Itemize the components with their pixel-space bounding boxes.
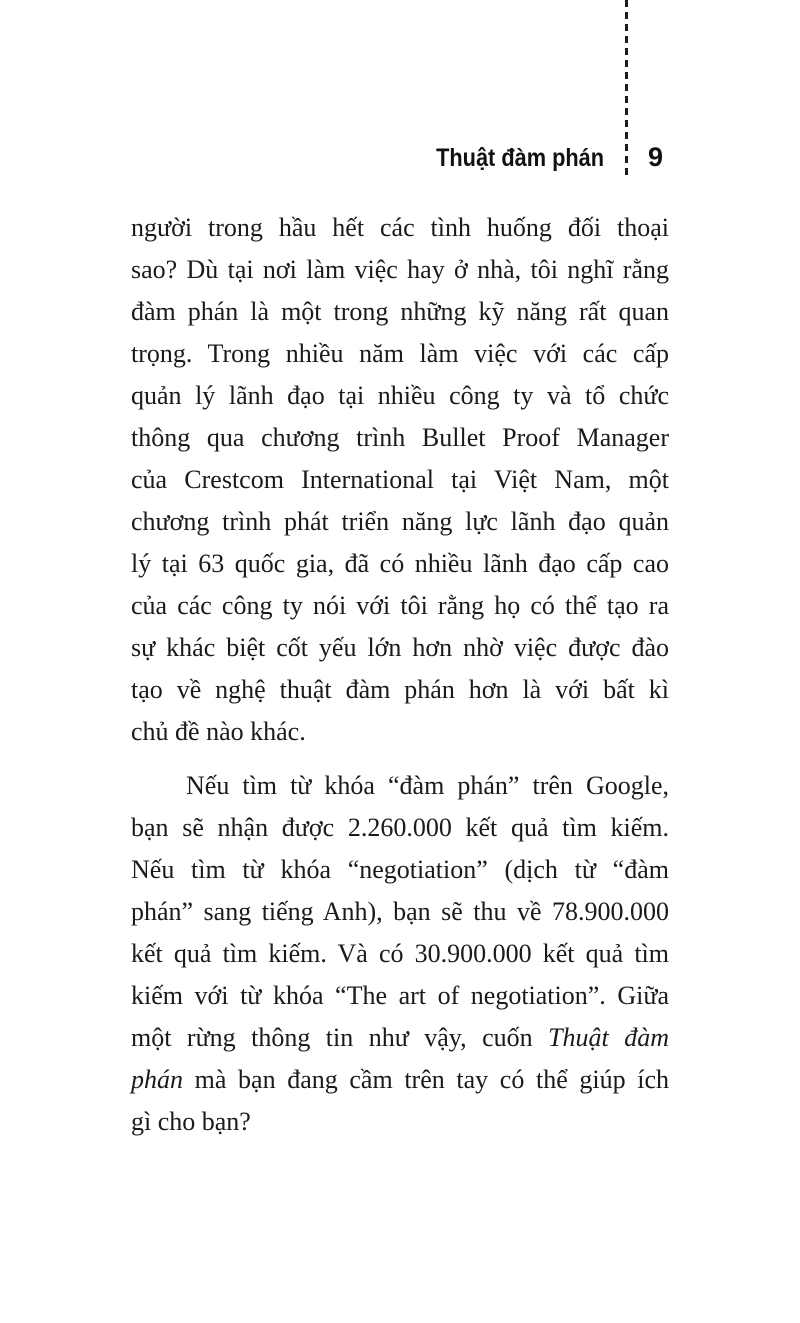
text-segment: sao? Dù tại nơi làm việc hay ở nhà, tôi nghĩ rằng (131, 255, 669, 284)
text-line (131, 459, 669, 501)
text-segment: chủ đề nào khác. (131, 717, 306, 746)
text-line (131, 933, 669, 975)
text-segment: chương trình phát triển năng lực lãnh đạo quản (131, 507, 669, 536)
text-segment: kiếm với từ khóa “The art of negotiation”. Giữa (131, 981, 669, 1010)
text-line (131, 207, 669, 249)
text-segment: gì cho bạn? (131, 1107, 251, 1136)
text-line (131, 291, 669, 333)
text-segment: thông qua chương trình Bullet Proof Manager (131, 423, 669, 452)
paragraph-2 (131, 765, 669, 1143)
text-segment: một rừng thông tin như vậy, cuốn (131, 1023, 549, 1052)
text-line (131, 543, 669, 585)
text-line (131, 1059, 669, 1101)
text-line (131, 501, 669, 543)
text-line (131, 627, 669, 669)
text-line (131, 975, 669, 1017)
text-segment: người trong hầu hết các tình huống đối thoại (131, 213, 669, 242)
text-segment: Nếu tìm từ khóa “negotiation” (dịch từ “đàm (131, 855, 669, 884)
text-segment: trọng. Trong nhiều năm làm việc với các cấp (131, 339, 669, 368)
text-line (131, 585, 669, 627)
text-segment: quản lý lãnh đạo tại nhiều công ty và tổ chức (131, 381, 669, 410)
text-segment: phán” sang tiếng Anh), bạn sẽ thu về 78.900.000 (131, 897, 669, 926)
text-segment: tạo về nghệ thuật đàm phán hơn là với bất kì (131, 675, 669, 704)
text-line (131, 417, 669, 459)
text-line (131, 711, 669, 753)
text-segment: của các công ty nói với tôi rằng họ có thể tạo ra (131, 591, 669, 620)
book-title-italic: phán (131, 1065, 183, 1094)
text-line (131, 891, 669, 933)
book-title-italic: Thuật đàm (548, 1023, 669, 1052)
text-segment: sự khác biệt cốt yếu lớn hơn nhờ việc được đào (131, 633, 669, 662)
text-segment: Nếu tìm từ khóa “đàm phán” trên Google, (186, 771, 669, 800)
page-number: 9 (648, 142, 664, 172)
text-segment: lý tại 63 quốc gia, đã có nhiều lãnh đạo cấp cao (131, 549, 669, 578)
text-line (131, 669, 669, 711)
paragraph-1 (131, 207, 669, 753)
text-segment: đàm phán là một trong những kỹ năng rất quan (131, 297, 669, 326)
text-line (131, 1017, 669, 1059)
running-header (0, 0, 800, 180)
header-title: Thuật đàm phán (436, 144, 604, 172)
text-line (131, 375, 669, 417)
text-segment: bạn sẽ nhận được 2.260.000 kết quả tìm kiếm. (131, 813, 669, 842)
text-segment: mà bạn đang cầm trên tay có thể giúp ích (183, 1065, 669, 1094)
text-line (131, 249, 669, 291)
text-line (131, 765, 669, 807)
text-segment: kết quả tìm kiếm. Và có 30.900.000 kết quả tìm (131, 939, 669, 968)
dotted-divider (625, 0, 628, 176)
text-line (131, 849, 669, 891)
text-line (131, 1101, 669, 1143)
text-line (131, 807, 669, 849)
text-line (131, 333, 669, 375)
body-text (131, 207, 669, 1143)
text-segment: của Crestcom International tại Việt Nam, một (131, 465, 669, 494)
